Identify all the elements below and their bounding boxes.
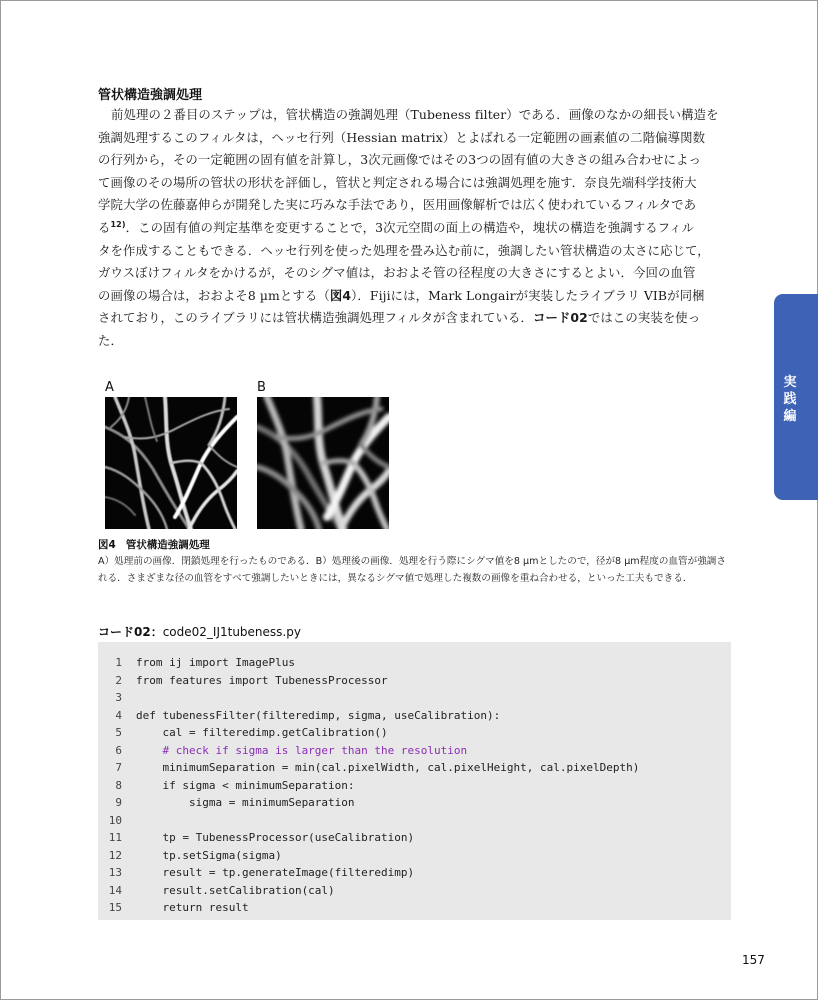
code-reference: コード02 bbox=[532, 310, 588, 326]
body-line: ガウスぼけフィルタをかけるが，そのシグマ値は，おおよそ管の径程度の大きさにするとよい．今回の血管 bbox=[98, 265, 696, 281]
side-tab-practice bbox=[774, 294, 818, 500]
code-text: cal = filteredimp.getCalibration() bbox=[136, 726, 388, 739]
code-text: result.setCalibration(cal) bbox=[136, 883, 335, 897]
panel-b-image bbox=[257, 397, 389, 529]
code-text: tp = TubenessProcessor(useCalibration) bbox=[136, 831, 415, 844]
code-text: tp.setSigma(sigma) bbox=[136, 848, 282, 862]
page-number: 157 bbox=[742, 953, 765, 967]
body-line: 学院大学の佐藤嘉伸らが開発した実に巧みな手法であり，医用画像解析では広く使われているフィルタであ bbox=[98, 197, 697, 213]
body-line: タを作成することもできる．ヘッセ行列を使った処理を畳み込む前に，強調したい管状構造の太さに応じて， bbox=[98, 242, 710, 258]
line-number: 15 bbox=[108, 901, 122, 914]
side-tab-char: 実践編 bbox=[783, 375, 797, 424]
panel-a-label: A bbox=[105, 380, 114, 395]
line-number: 12 bbox=[108, 848, 122, 862]
body-line: されており，このライブラリには管状構造強調処理フィルタが含まれている．コード02ではこの実装を使っ bbox=[98, 310, 701, 326]
line-number: 2 bbox=[115, 673, 122, 687]
line-number: 7 bbox=[115, 761, 122, 774]
figure-caption-text: A）処理前の画像．閉鎖処理を行ったものである．B）処理後の画像．処理を行う際にシグマ値を8 µmとしたので，径が8 µm程度の血管が強調される．さまざまな径の血管をすべて強調したいときには，異なるシグマ値で処理した複数の画像を重ね合わせる，といった工夫もできる． bbox=[98, 556, 726, 584]
figure-number: 図4 bbox=[98, 539, 116, 551]
side-tab-label bbox=[774, 374, 806, 425]
line-number: 11 bbox=[108, 831, 122, 844]
body-line: の画像の場合は，おおよそ8 µmとする（図4）．Fijiには，Mark Longairが実装したライブラリ VIBが同梱 bbox=[98, 287, 705, 303]
body-line: 強調処理するこのフィルタは，ヘッセ行列（Hessian matrix）とよばれる一定範囲の画素値の二階偏導関数 bbox=[98, 129, 706, 145]
line-number: 13 bbox=[108, 866, 122, 879]
section-heading: 管状構造強調処理 bbox=[98, 88, 203, 103]
panel-a-image bbox=[105, 397, 237, 529]
code-text: # check if sigma is larger than the resolution bbox=[136, 743, 468, 757]
code-heading-label: コード02： bbox=[98, 625, 163, 639]
line-number: 14 bbox=[108, 883, 122, 897]
line-number: 8 bbox=[115, 778, 122, 792]
figure-reference: 図4 bbox=[329, 287, 352, 303]
line-number: 1 bbox=[115, 656, 122, 669]
vessel-image-raw bbox=[105, 397, 237, 529]
body-line: た． bbox=[98, 332, 123, 348]
line-number: 6 bbox=[115, 743, 122, 757]
code-text: result = tp.generateImage(filteredimp) bbox=[136, 866, 415, 879]
code-block bbox=[98, 642, 731, 920]
code-text: from ij import ImagePlus bbox=[136, 656, 295, 669]
line-number: 9 bbox=[115, 796, 122, 809]
panel-b-label: B bbox=[257, 380, 266, 395]
code-text: minimumSeparation = min(cal.pixelWidth, cal.pixelHeight, cal.pixelDepth) bbox=[136, 761, 640, 774]
code-text: sigma = minimumSeparation bbox=[136, 796, 355, 809]
body-line: て画像のその場所の管状の形状を評価し，管状と判定される場合には強調処理を施す．奈良先端科学技術大 bbox=[98, 174, 697, 190]
vessel-image-tubeness bbox=[257, 397, 389, 529]
body-paragraph bbox=[98, 104, 734, 353]
figure-caption-title bbox=[98, 537, 210, 552]
line-number: 10 bbox=[108, 813, 122, 827]
code-text: from features import TubenessProcessor bbox=[136, 673, 388, 687]
line-number: 4 bbox=[115, 708, 122, 722]
body-line: 前処理の２番目のステップは，管状構造の強調処理（Tubeness filter）である．画像のなかの細長い構造を bbox=[111, 107, 719, 122]
line-number: 5 bbox=[115, 726, 122, 739]
reference-superscript: 12) bbox=[110, 219, 126, 229]
line-number: 3 bbox=[115, 691, 122, 704]
figure-title: 管状構造強調処理 bbox=[125, 539, 210, 551]
code-heading-file: code02_IJ1tubeness.py bbox=[162, 625, 301, 639]
code-text: if sigma < minimumSeparation: bbox=[136, 778, 355, 792]
code-text: def tubenessFilter(filteredimp, sigma, useCalibration): bbox=[136, 708, 501, 722]
code-text: return result bbox=[136, 901, 249, 914]
body-line: の行列から，その一定範囲の固有値を計算し，3次元画像ではその3つの固有値の大きさの組み合わせによっ bbox=[98, 152, 702, 168]
body-line: る$^{12)}$．この固有値の判定基準を変更することで，3次元空間の面上の構造や，塊状の構造を強調するフィル bbox=[98, 219, 695, 235]
code-heading bbox=[98, 623, 301, 640]
